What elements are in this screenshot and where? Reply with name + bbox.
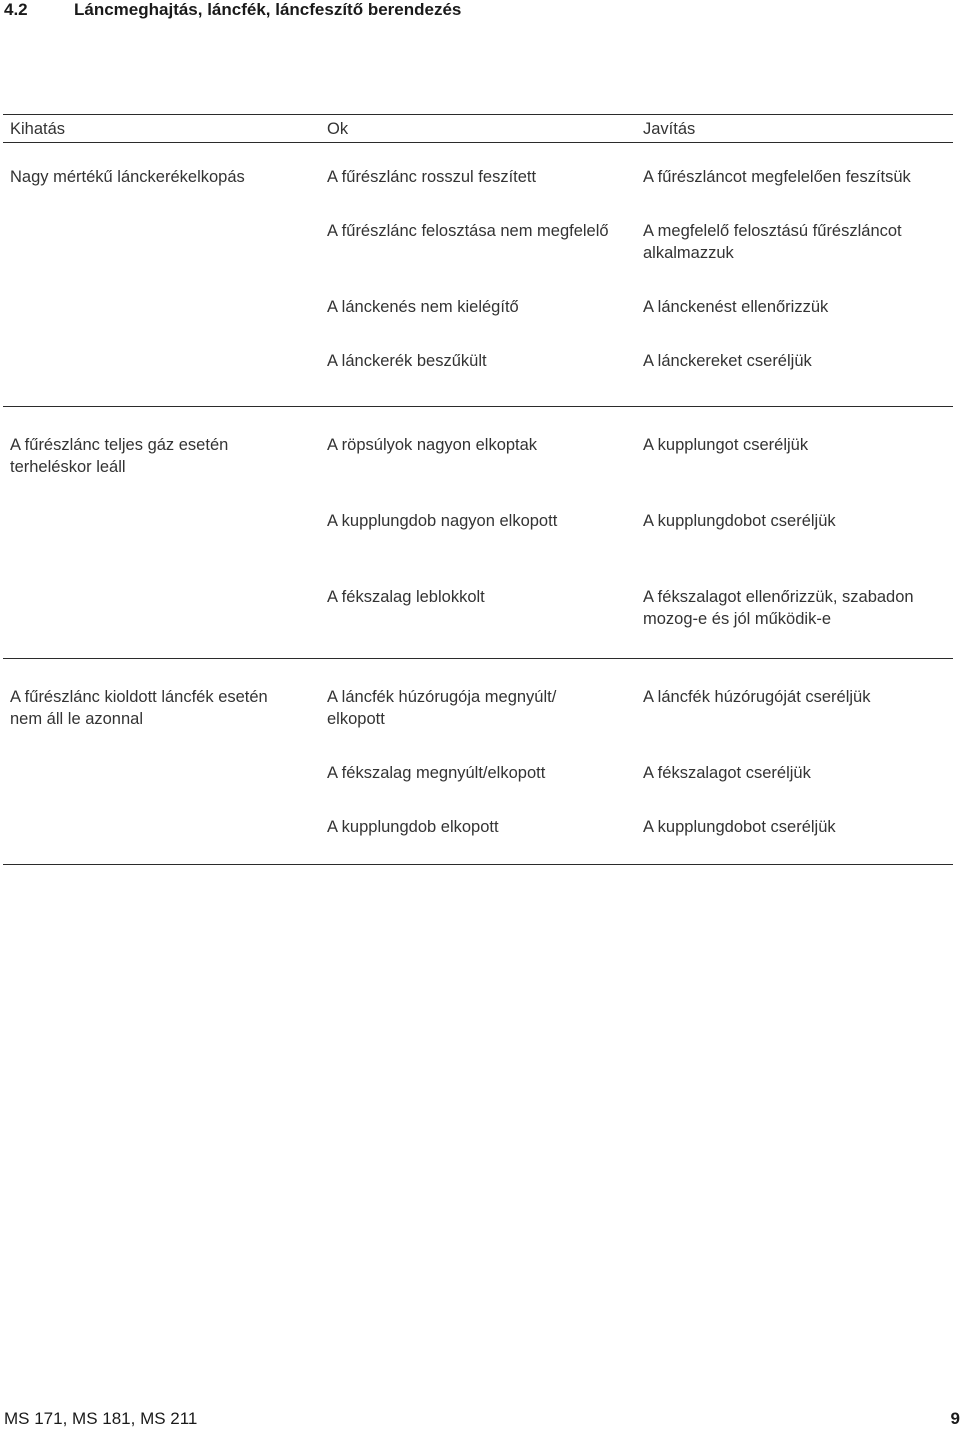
cause-cell: A fékszalag leblokkolt (327, 588, 485, 606)
table-header-row (3, 115, 953, 142)
cause-cell: A fékszalag megnyúlt/elkopott (327, 764, 546, 782)
table-row (3, 296, 953, 350)
table-row (3, 350, 953, 406)
table-row (3, 762, 953, 816)
table-row (3, 166, 953, 220)
fix-cell: A lánckenést ellenőrizzük (643, 298, 829, 316)
table-row (3, 434, 953, 510)
cause-cell: A kupplungdob elkopott (327, 818, 499, 836)
cause-cell: A röpsúlyok nagyon elkoptak (327, 436, 538, 454)
fix-cell: A láncfék húzórugóját cseréljük (643, 688, 871, 706)
fix-cell: A fékszalagot ellenőrizzük, szabadon mozog-e és jól működik-e (643, 588, 914, 628)
effect-cell: A fűrészlánc teljes gáz esetén terheléskor leáll (10, 436, 229, 476)
cause-cell: A fűrészlánc rosszul feszített (327, 168, 537, 186)
footer-models: MS 171, MS 181, MS 211 (4, 1409, 198, 1428)
cause-cell: A kupplungdob nagyon elkopott (327, 512, 558, 530)
header-effect: Kihatás (10, 120, 66, 138)
fix-cell: A kupplungdobot cseréljük (643, 512, 836, 530)
table-row (3, 686, 953, 762)
section-title: Láncmeghajtás, láncfék, láncfeszítő berendezés (74, 0, 462, 19)
effect-cell: Nagy mértékű lánckerékelkopás (10, 168, 245, 186)
page-number: 9 (950, 1409, 960, 1428)
cause-cell: A lánckenés nem kielégítő (327, 298, 519, 316)
table-bottom-rule (3, 864, 953, 865)
cause-cell: A fűrészlánc felosztása nem megfelelő (327, 222, 609, 240)
fix-cell: A megfelelő felosztású fűrészláncot alkalmazzuk (643, 222, 902, 262)
fix-cell: A kupplungdobot cseréljük (643, 818, 836, 836)
header-cause: Ok (327, 120, 349, 138)
table-row (3, 816, 953, 864)
header-fix: Javítás (643, 120, 696, 138)
fix-cell: A kupplungot cseréljük (643, 436, 809, 454)
cause-cell: A láncfék húzórugója megnyúlt/ elkopott (327, 688, 557, 728)
cause-cell: A lánckerék beszűkült (327, 352, 487, 370)
fix-cell: A fűrészláncot megfelelően feszítsük (643, 168, 911, 186)
effect-cell: A fűrészlánc kioldott láncfék esetén nem áll le azonnal (10, 688, 268, 728)
troubleshooting-table (3, 114, 953, 865)
table-row (3, 586, 953, 658)
table-row (3, 510, 953, 586)
table-row (3, 220, 953, 296)
fix-cell: A lánckereket cseréljük (643, 352, 812, 370)
fix-cell: A fékszalagot cseréljük (643, 764, 811, 782)
section-number: 4.2 (4, 0, 28, 19)
